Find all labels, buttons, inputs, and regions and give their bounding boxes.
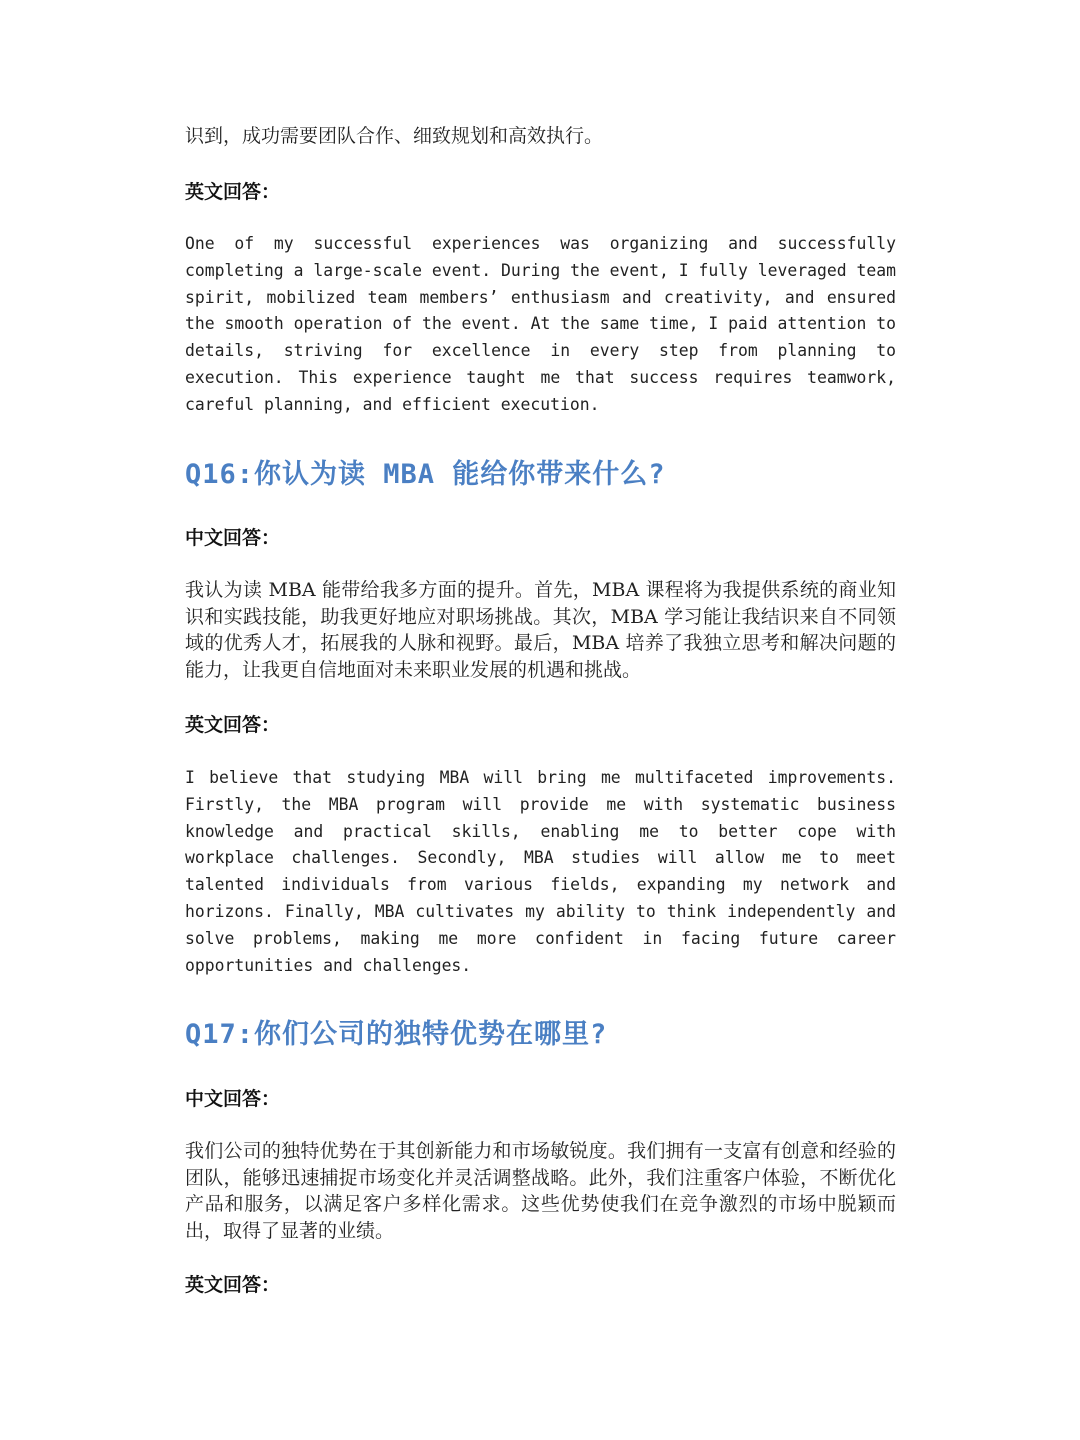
q16-question-heading: Q16:你认为读 MBA 能给你带来什么?: [185, 459, 666, 490]
q15-chinese-answer-tail: 识到，成功需要团队合作、细致规划和高效执行。: [185, 125, 604, 147]
q15-english-answer-label: 英文回答：: [185, 181, 281, 203]
q17-english-answer-label: 英文回答：: [185, 1274, 281, 1296]
q16-chinese-answer-label: 中文回答：: [185, 527, 281, 549]
q16-english-answer-label: 英文回答：: [185, 714, 281, 736]
q17-question-heading: Q17:你们公司的独特优势在哪里?: [185, 1019, 608, 1050]
q16-chinese-answer: 我认为读 MBA 能带给我多方面的提升。首先，MBA 课程将为我提供系统的商业知识和实践技能，助我更好地应对职场挑战。其次，MBA 学习能让我结识来自不同领域的优秀人才，拓展我的人脉和视野。最后，MBA 培养了我独立思考和解决问题的能力，让我更自信地面对未来职业发展的机遇和挑战。: [185, 579, 896, 681]
q16-english-answer: I believe that studying MBA will bring me multifaceted improvements. Firstly, the MBA program will provide me with systematic business knowledge and practical skills, enabling me to better cope with workplace challenges. Secondly, MBA studies will allow me to meet talented individuals from various fields, expanding my network and horizons. Finally, MBA cultivates my ability to think independently and solve problems, making me more confident in facing future career opportunities and challenges.: [185, 768, 896, 975]
q17-chinese-answer-label: 中文回答：: [185, 1088, 281, 1110]
q15-english-answer: One of my successful experiences was organizing and successfully completing a large-scale event. During the event, I fully leveraged team spirit, mobilized team members’ enthusiasm and creativity, and ensured the smooth operation of the event. At the same time, I paid attention to details, striving for excellence in every step from planning to execution. This experience taught me that success requires teamwork, careful planning, and efficient execution.: [185, 234, 896, 414]
q17-chinese-answer: 我们公司的独特优势在于其创新能力和市场敏锐度。我们拥有一支富有创意和经验的团队，能够迅速捕捉市场变化并灵活调整战略。此外，我们注重客户体验，不断优化产品和服务，以满足客户多样化需求。这些优势使我们在竞争激烈的市场中脱颖而出，取得了显著的业绩。: [185, 1140, 896, 1242]
